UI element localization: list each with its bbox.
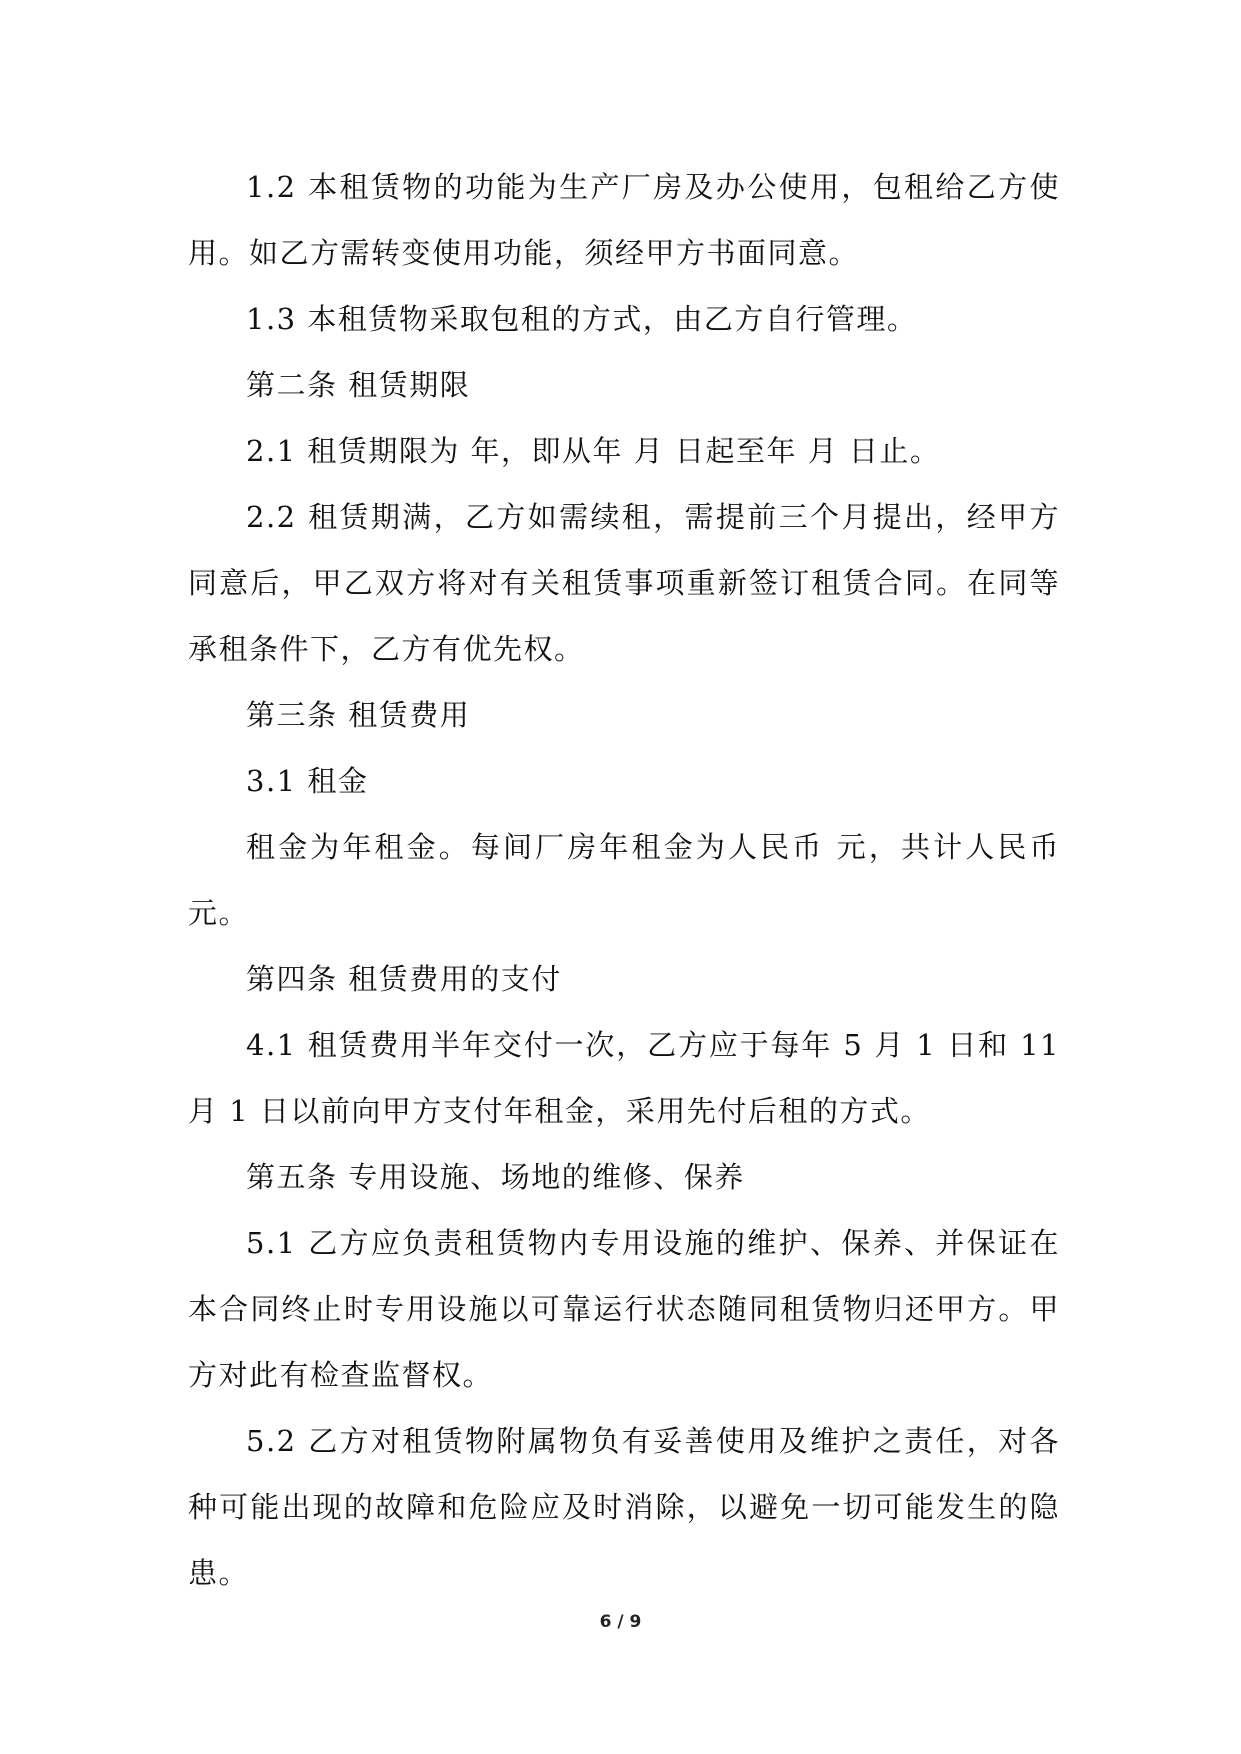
paragraph-2-1: 2.1 租赁期限为 年，即从年 月 日起至年 月 日止。 bbox=[246, 434, 941, 468]
paragraph-1-2: 1.2 本租赁物的功能为生产厂房及办公使用，包租给乙方使用。如乙方需转变使用功能，须经甲方书面同意。 bbox=[188, 170, 1060, 270]
article-4-heading: 第四条 租赁费用的支付 bbox=[246, 962, 562, 996]
section-3-1-heading: 3.1 租金 bbox=[246, 764, 369, 798]
paragraph-rent: 租金为年租金。每间厂房年租金为人民币 元，共计人民币元。 bbox=[188, 830, 1060, 930]
paragraph-2-2: 2.2 租赁期满，乙方如需续租，需提前三个月提出，经甲方同意后，甲乙双方将对有关租赁事项重新签订租赁合同。在同等承租条件下，乙方有优先权。 bbox=[188, 500, 1060, 666]
article-5-heading: 第五条 专用设施、场地的维修、保养 bbox=[246, 1160, 745, 1194]
paragraph-5-1: 5.1 乙方应负责租赁物内专用设施的维护、保养、并保证在本合同终止时专用设施以可靠运行状态随同租赁物归还甲方。甲方对此有检查监督权。 bbox=[188, 1226, 1060, 1392]
paragraph-4-1: 4.1 租赁费用半年交付一次，乙方应于每年 5 月 1 日和 11 月 1 日以前向甲方支付年租金，采用先付后租的方式。 bbox=[188, 1028, 1060, 1128]
document-body bbox=[188, 154, 1060, 1606]
article-2-heading: 第二条 租赁期限 bbox=[246, 368, 471, 402]
paragraph-5-2: 5.2 乙方对租赁物附属物负有妥善使用及维护之责任，对各种可能出现的故障和危险应及时消除，以避免一切可能发生的隐患。 bbox=[188, 1424, 1060, 1590]
article-3-heading: 第三条 租赁费用 bbox=[246, 698, 471, 732]
page-number: 6 / 9 bbox=[599, 1612, 642, 1632]
paragraph-1-3: 1.3 本租赁物采取包租的方式，由乙方自行管理。 bbox=[246, 302, 918, 336]
